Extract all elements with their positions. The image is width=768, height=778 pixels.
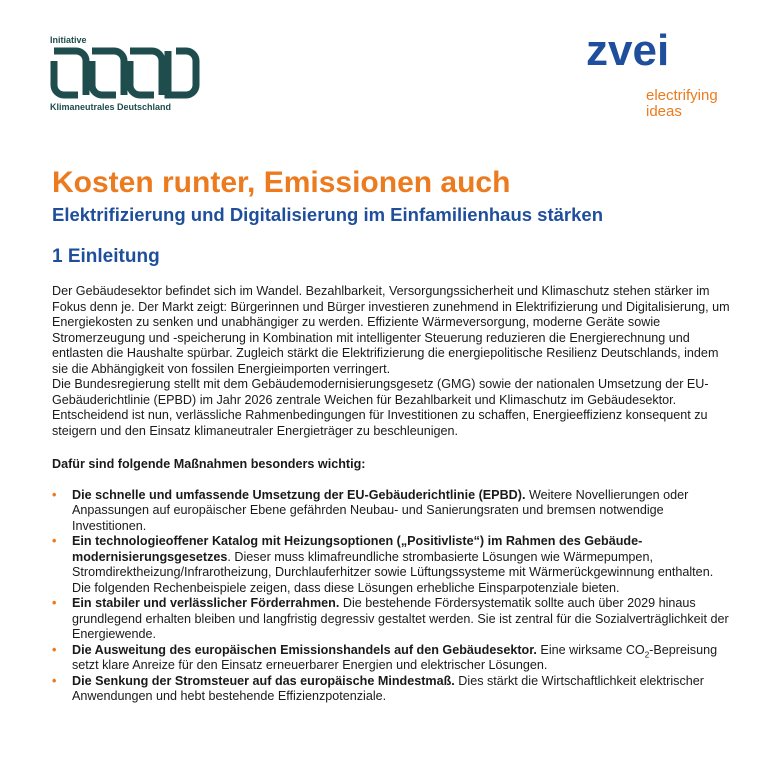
initiative-logo	[50, 30, 250, 120]
zvei-brand-wordmark: zvei	[586, 26, 670, 75]
measure-text: Weitere Novellierungen oder Anpassungen auf europäischer Ebene gefährden Neubau- und Sanierungsraten und bremsen notwendige Investitionen.	[72, 487, 689, 533]
subscript-two: 2	[644, 650, 650, 660]
logo-tagline: Klimaneutrales Deutschland	[50, 102, 172, 112]
measure-text: Dies stärkt die Wirtschaftlichkeit elektrischer Anwendungen und hebt bestehende Effizienzpotenziale.	[72, 673, 704, 703]
section-heading: 1 Einleitung	[52, 246, 160, 267]
measure-text: . Dieser muss klimafreundliche strombasierte Lösungen wie Wärmepumpen, Stromdirektheizung/Infrarotheizung, Durchlauferhitzer sowie Lüftungssysteme mit Wärmerückgewinnung enthalten. Die folgenden Rechenbeispiele zeigen, dass diese Lösungen erhebliche Einsparpotenziale bieten.	[72, 549, 714, 595]
list-item	[52, 488, 732, 535]
list-item	[52, 534, 732, 596]
zvei-claim	[646, 88, 718, 120]
measure-text-continued: -Bepreisung setzt klare Anreize für den Einsatz erneuerbarer Energien und elektrischer Lösungen.	[72, 642, 718, 672]
measure-highlight: Ein technologieoffener Katalog mit Heizungsoptionen („Positivliste“) im Rahmen des Gebäudemodernisierungsgesetzes	[72, 534, 643, 564]
ikd-logo-mark-icon	[50, 47, 200, 99]
measure-highlight: Die schnelle und umfassende Umsetzung der EU-Gebäuderichtlinie (EPBD).	[72, 487, 526, 502]
intro-paragraph-1: Der Gebäudesektor befindet sich im Wandel. Bezahlbarkeit, Versorgungssicherheit und Klimaschutz stehen stärker im Fokus denn je. Der Markt zeigt: Bürgerinnen und Bürger investieren zunehmend in Elektrifizierung und Digitalisierung, um Energiekosten zu senken und unabhängiger zu werden. Effiziente Wärmeversorgung, moderne Geräte sowie Stromerzeugung und -speicherung in Kombination mit intelligenter Steuerung reduzieren die Energierechnung und entlasten die Haushalte spürbar. Zugleich stärkt die Elektrifizierung die energiepolitische Resilienz Deutschlands, indem sie die Abhängigkeit von fossilen Energieimporten verringert.	[52, 284, 730, 376]
logo-initiative-label: Initiative	[50, 35, 87, 45]
measure-highlight: Ein stabiler und verlässlicher Förderrahmen.	[72, 596, 340, 610]
zvei-logo	[586, 26, 746, 132]
measure-text: Die bestehende Fördersystematik sollte auch über 2029 hinaus grundlegend erhalten bleiben und langfristig degressiv gestaltet werden. Sie ist zentral für die Sozialverträglichkeit der Energiewende.	[72, 596, 729, 641]
bullet-icon: •	[52, 642, 57, 657]
list-item	[52, 643, 732, 674]
measure-text: Eine wirksame CO	[536, 642, 645, 657]
bullet-icon: •	[52, 673, 57, 688]
measures-list	[52, 488, 732, 705]
zvei-claim-line-2: ideas	[646, 103, 682, 120]
bullet-icon: •	[52, 534, 57, 548]
list-item	[52, 596, 732, 643]
intro-paragraph-2: Die Bundesregierung stellt mit dem Gebäudemodernisierungsgesetz (GMG) sowie der nationalen Umsetzung der EU-Gebäuderichtlinie (EPBD) im Jahr 2026 zentrale Weichen für Bezahlbarkeit und Klimaschutz im Gebäudesektor. Entscheidend ist nun, verlässliche Rahmenbedingungen für Investitionen zu schaffen, Energieeffizienz konsequent zu steigern und den Einsatz klimaneutraler Energieträger zu beschleunigen.	[52, 377, 709, 438]
list-item	[52, 674, 732, 705]
document-subtitle: Elektrifizierung und Digitalisierung im Einfamilienhaus stärken	[52, 204, 603, 225]
measures-lead-in: Dafür sind folgende Maßnahmen besonders wichtig:	[52, 457, 366, 471]
bullet-icon: •	[52, 487, 57, 502]
section-body	[52, 284, 732, 705]
bullet-icon: •	[52, 596, 57, 610]
measure-highlight: Die Ausweitung des europäischen Emissionshandels auf den Gebäudesektor.	[72, 642, 537, 657]
measure-highlight: Die Senkung der Stromsteuer auf das europäische Mindestmaß.	[72, 673, 455, 688]
document-title: Kosten runter, Emissionen auch	[52, 166, 511, 199]
zvei-claim-line-1: electrifying	[646, 87, 718, 104]
